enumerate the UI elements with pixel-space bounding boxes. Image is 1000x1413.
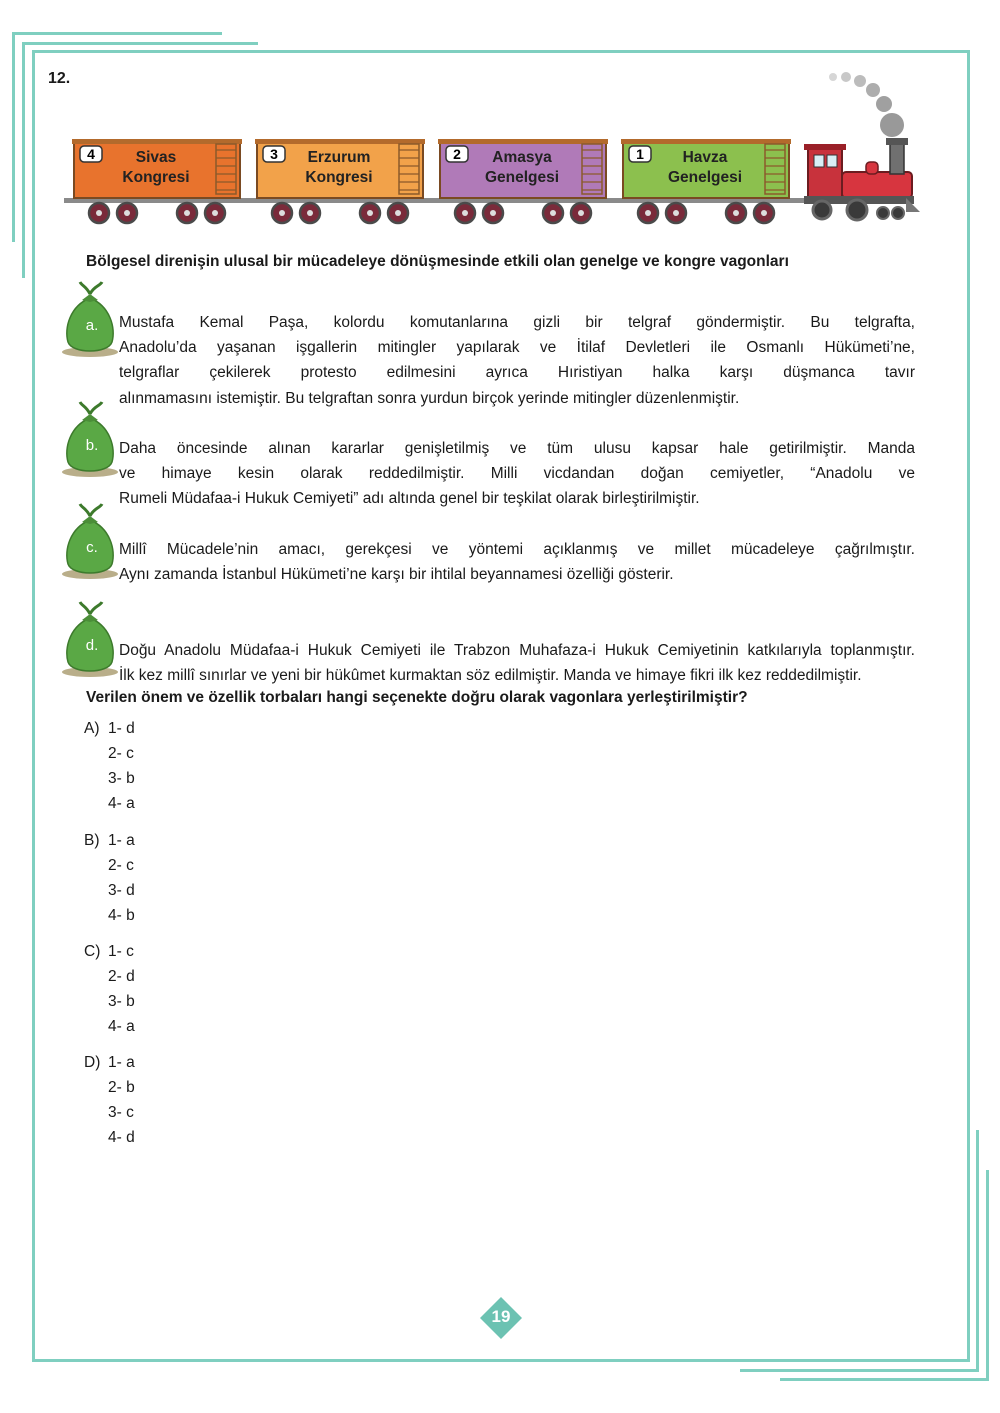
option-pair: 4- a [108,1018,135,1035]
statement-line: Doğu Anadolu Müdafaa-i Hukuk Cemiyeti ile Trabzon Muhafaza-i Hukuk Cemiyetinin katkılarıyla toplanmıştır. [119,642,915,659]
wagon-number: 1 [636,146,644,162]
wagon-number: 3 [270,146,278,162]
option-pair: 2- d [108,968,135,985]
option-a-letter[interactable]: A) [84,720,100,737]
statement-line: Mustafa Kemal Paşa, kolordu komutanlarına gizli bir telgraf göndermiştir. Bu telgrafta, [119,314,915,331]
option-d-letter[interactable]: D) [84,1054,101,1071]
wagon-title-line2: Kongresi [122,169,190,186]
wagon-title-line2: Kongresi [305,169,373,186]
wagon-title-line1: Havza [682,149,728,166]
option-c-letter[interactable]: C) [84,943,101,960]
page-number: 19 [491,1307,511,1326]
option-bag-d [60,600,124,680]
option-pair: 4- d [108,1129,135,1146]
bag-label: d. [85,637,99,654]
wagon-3 [255,139,425,223]
question-text: Verilen önem ve özellik torbaları hangi seçenekte doğru olarak vagonlara yerleştirilmiştir? [86,689,748,706]
statement-line: ve himaye kesin olarak reddedilmiştir. Milli vicdandan doğan cemiyetler, “Anadolu ve [119,465,915,483]
wagon-number: 2 [453,146,461,162]
question-number: 12. [48,70,71,87]
option-pair: 3- b [108,770,135,787]
wagon-title-line1: Amasya [492,149,552,166]
wagon-title-line2: Genelgesi [667,169,743,186]
statement-line: Aynı zamanda İstanbul Hükümeti’ne karşı bir ihtilal beyannamesi özelliği gösterir. [119,566,674,584]
statement-line: Millî Mücadele’nin amacı, gerekçesi ve yöntemi açıklanmış ve millet mücadeleye çağrılmıştır. [119,541,915,558]
option-pair: 3- d [108,882,135,899]
wagon-number: 4 [87,146,95,162]
bag-label: b. [85,437,99,454]
train-illustration [60,60,920,240]
option-bag-a [60,280,124,360]
option-pair: 1- d [108,720,135,737]
intro-text: Bölgesel direnişin ulusal bir mücadeleye dönüşmesinde etkili olan genelge ve kongre vagonları [86,253,789,270]
statement-line: Anadolu’da yaşanan işgallerin mitingler yapılarak ve İtilaf Devletleri ile Osmanlı Hükümeti’ne, [119,339,915,357]
statement-line: Rumeli Müdafaa-i Hukuk Cemiyeti” adı altında genel bir teşkilat olarak birleştirilmiştir. [119,490,700,508]
statement-line: Daha öncesinde alınan kararlar genişletilmiş ve tüm ulusu kapsar hale getirilmiştir. Manda [119,440,915,457]
option-pair: 2- c [108,857,134,874]
option-pair: 3- b [108,993,135,1010]
statement-line: alınmamasını istemiştir. Bu telgraftan sonra yurdun birçok yerinde mitingler düzenlenmiştir. [119,389,740,407]
option-bag-b [60,400,124,480]
wagon-1 [621,139,791,223]
wagon-2 [438,139,608,223]
statement-line: telgraflar çekilerek protesto edilmesini ayrıca Hıristiyan halka karşı düşmanca tavır [119,364,915,382]
locomotive [804,138,920,220]
bag-label: a. [85,317,99,334]
wagon-4 [72,139,242,223]
option-pair: 1- a [108,832,135,849]
option-pair: 4- b [108,907,135,924]
option-bag-c [60,502,124,582]
option-pair: 3- c [108,1104,134,1121]
option-b-letter[interactable]: B) [84,832,100,849]
wagon-title-line1: Sivas [135,149,177,166]
bag-label: c. [86,539,98,556]
option-pair: 2- c [108,745,134,762]
option-pair: 1- a [108,1054,135,1071]
wagon-title-line2: Genelgesi [484,169,560,186]
option-pair: 2- b [108,1079,135,1096]
option-pair: 1- c [108,943,134,960]
wagon-title-line1: Erzurum [307,149,371,166]
statement-line: İlk kez millî sınırlar ve yeni bir hükûmet kurmaktan söz edilmiştir. Manda ve himaye fikri ilk kez reddedilmiştir. [119,667,862,685]
option-pair: 4- a [108,795,135,812]
